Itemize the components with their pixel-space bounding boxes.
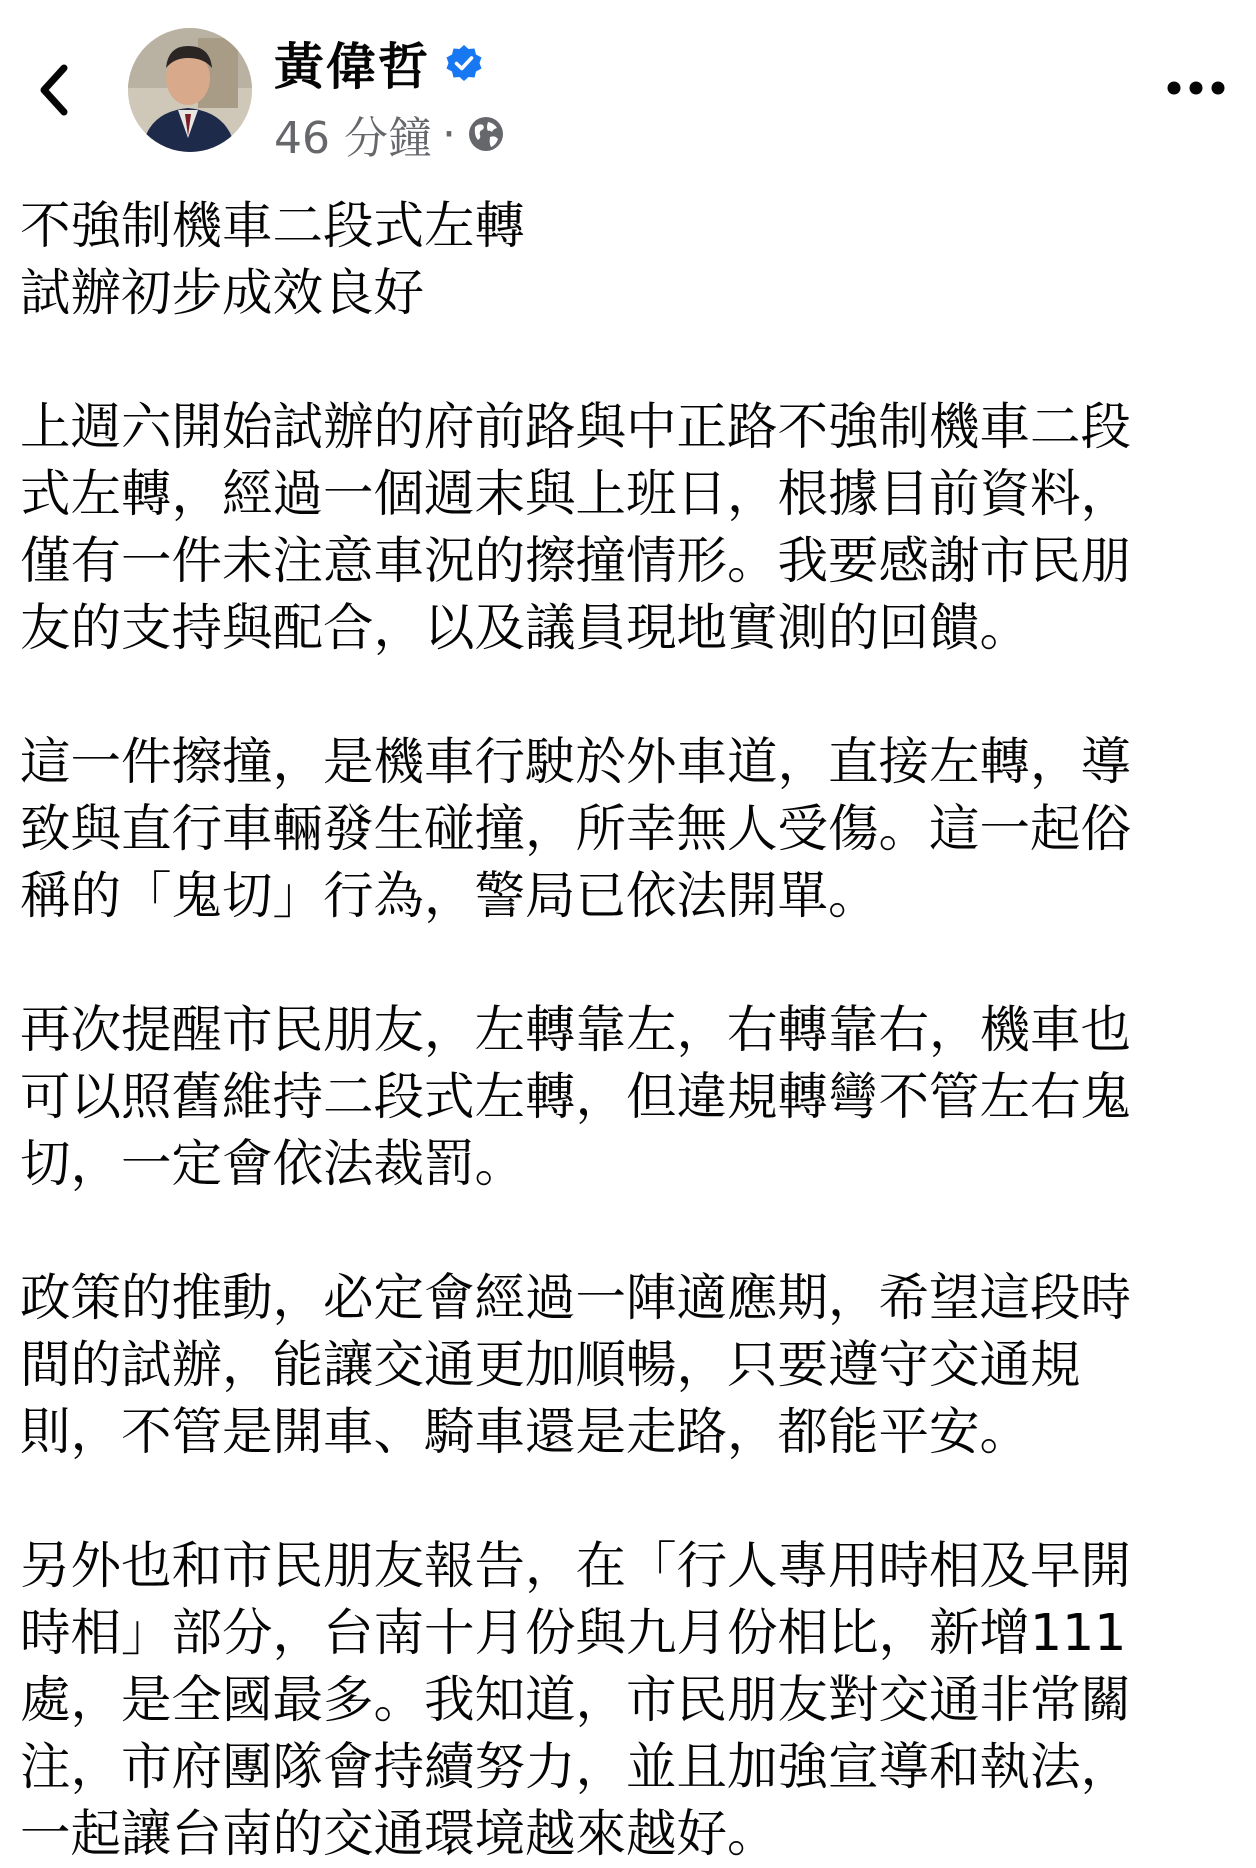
post-paragraph-title: 不強制機車二段式左轉 試辦初步成效良好	[20, 196, 525, 322]
post-time[interactable]: 46 分鐘	[274, 113, 432, 164]
post-paragraph: 這一件擦撞，是機車行駛於外車道，直接左轉，導 致與直行車輛發生碰撞，所幸無人受傷。這一起俗 稱的「鬼切」行為，警局已依法開單。	[20, 732, 1131, 925]
post-header	[0, 0, 1256, 180]
post-meta	[274, 104, 510, 164]
globe-icon[interactable]	[466, 112, 510, 156]
post-paragraph: 政策的推動，必定會經過一陣適應期，希望這段時 間的試辦，能讓交通更加順暢，只要遵守交通規 則，不管是開車、騎車還是走路，都能平安。	[20, 1268, 1131, 1461]
meta-separator: ·	[441, 108, 456, 160]
avatar-image	[128, 28, 252, 152]
post-text	[20, 192, 1236, 1867]
more-options-button[interactable]	[1160, 62, 1232, 114]
chevron-left-icon	[34, 60, 74, 120]
post-paragraph: 上週六開始試辦的府前路與中正路不強制機車二段 式左轉，經過一個週末與上班日，根據目前資料， 僅有一件未注意車況的擦撞情形。我要感謝市民朋 友的支持與配合，以及議員現地實測的回饋。	[20, 397, 1131, 657]
post-paragraph: 再次提醒市民朋友，左轉靠左，右轉靠右，機車也 可以照舊維持二段式左轉，但違規轉彎不管左右鬼 切，一定會依法裁罰。	[20, 1000, 1131, 1193]
avatar[interactable]	[128, 28, 252, 152]
back-button[interactable]	[22, 52, 86, 128]
more-horizontal-icon	[1166, 80, 1226, 96]
post-paragraph: 另外也和市民朋友報告，在「行人專用時相及早開 時相」部分，台南十月份與九月份相比，新增111 處，是全國最多。我知道，市民朋友對交通非常關 注，市府團隊會持續努力，並且加強宣導和執法， 一起讓台南的交通環境越來越好。	[20, 1536, 1131, 1863]
author-row	[274, 28, 484, 98]
author-name[interactable]: 黃偉哲	[274, 38, 430, 96]
verified-badge-icon	[444, 43, 484, 83]
